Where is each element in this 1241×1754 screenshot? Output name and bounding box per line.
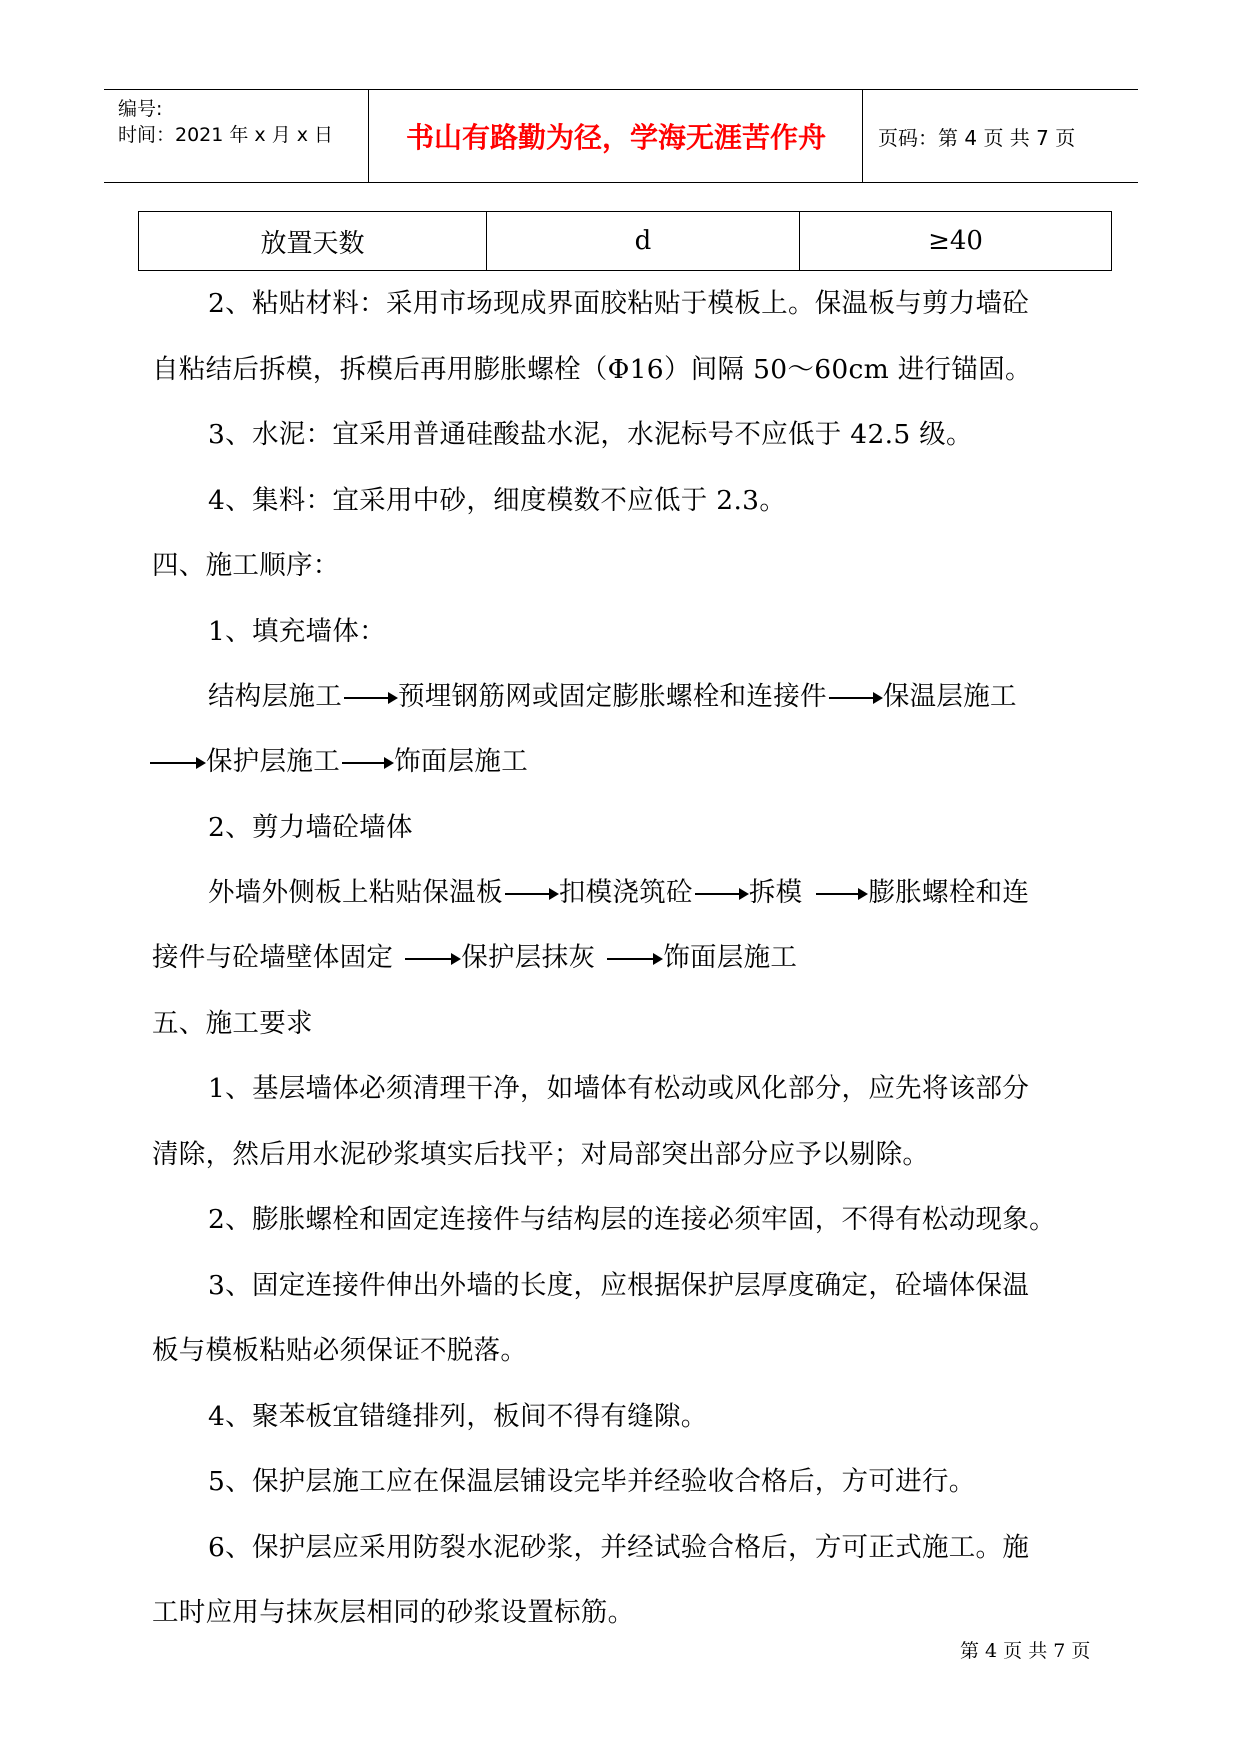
flow-step: 保护层施工: [206, 746, 340, 777]
paragraph: 6、保护层应采用防裂水泥砂浆，并经试验合格后，方可正式施工。施: [208, 1532, 1030, 1563]
header-meta: [104, 90, 369, 182]
table-cell: ≥40: [800, 212, 1112, 271]
paragraph: 1、基层墙体必须清理干净，如墙体有松动或风化部分，应先将该部分: [208, 1073, 1030, 1104]
flow-line: [150, 745, 528, 779]
flow-step: 结构层施工: [208, 681, 342, 712]
arrow-icon: [150, 762, 204, 764]
arrow-icon: [342, 762, 392, 764]
paragraph: 4、聚苯板宜错缝排列，板间不得有缝隙。: [208, 1401, 708, 1432]
header-page-info: 页码：第 4 页 共 7 页: [878, 125, 1076, 150]
subsection-heading: 1、填充墙体：: [208, 616, 386, 647]
paragraph: 2、粘贴材料：采用市场现成界面胶粘贴于模板上。保温板与剪力墙砼: [208, 288, 1030, 319]
arrow-icon: [695, 893, 747, 895]
paragraph: 5、保护层施工应在保温层铺设完毕并经验收合格后，方可进行。: [208, 1466, 976, 1497]
table-cell: d: [487, 212, 800, 271]
paragraph: 自粘结后拆模，拆模后再用膨胀螺栓（Φ16）间隔 50～60cm 进行锚固。: [152, 354, 1032, 385]
flow-line: [208, 680, 1017, 714]
section-heading: 四、施工顺序：: [152, 550, 340, 581]
arrow-icon: [505, 893, 557, 895]
paragraph: 3、固定连接件伸出外墙的长度，应根据保护层厚度确定，砼墙体保温: [208, 1270, 1030, 1301]
paragraph: 工时应用与抹灰层相同的砂浆设置标筋。: [152, 1597, 635, 1628]
time-label: 时间：2021 年 x 月 x 日: [118, 124, 334, 146]
subsection-heading: 2、剪力墙砼墙体: [208, 812, 413, 843]
flow-line: [152, 941, 797, 975]
table-cell: 放置天数: [139, 212, 487, 271]
flow-step: 膨胀螺栓和连: [868, 877, 1030, 908]
paragraph: 2、膨胀螺栓和固定连接件与结构层的连接必须牢固，不得有松动现象。: [208, 1204, 1056, 1235]
paragraph: 清除，然后用水泥砂浆填实后找平；对局部突出部分应予以剔除。: [152, 1139, 930, 1170]
flow-step: 扣模浇筑砼: [558, 877, 693, 908]
flow-step: 饰面层施工: [394, 746, 528, 777]
flow-step: 保护层抹灰: [461, 942, 596, 973]
number-label: 编号:: [118, 98, 163, 120]
paragraph: 板与模板粘贴必须保证不脱落。: [152, 1335, 528, 1366]
table-row: [139, 212, 1112, 271]
arrow-icon: [405, 958, 459, 960]
arrow-icon: [829, 697, 881, 699]
flow-step: 接件与砼墙壁体固定: [152, 942, 394, 973]
flow-step: 拆模: [748, 877, 803, 908]
flow-step: 外墙外侧板上粘贴保温板: [208, 877, 503, 908]
flow-step: 保温层施工: [882, 681, 1017, 712]
paragraph: 4、集料：宜采用中砂，细度模数不应低于 2.3。: [208, 485, 787, 516]
arrow-icon: [816, 893, 866, 895]
header-motto: 书山有路勤为径，学海无涯苦作舟: [370, 90, 863, 182]
arrow-icon: [344, 697, 396, 699]
section-heading: 五、施工要求: [152, 1008, 313, 1039]
flow-line: [208, 876, 1029, 910]
flow-step: 预埋钢筋网或固定膨胀螺栓和连接件: [398, 681, 827, 712]
page-header: [104, 89, 1138, 183]
paragraph: 3、水泥：宜采用普通硅酸盐水泥，水泥标号不应低于 42.5 级。: [208, 419, 973, 450]
flow-step: 饰面层施工: [663, 942, 798, 973]
spec-table: [138, 211, 1112, 271]
arrow-icon: [607, 958, 661, 960]
page-footer: 第 4 页 共 7 页: [960, 1640, 1091, 1662]
